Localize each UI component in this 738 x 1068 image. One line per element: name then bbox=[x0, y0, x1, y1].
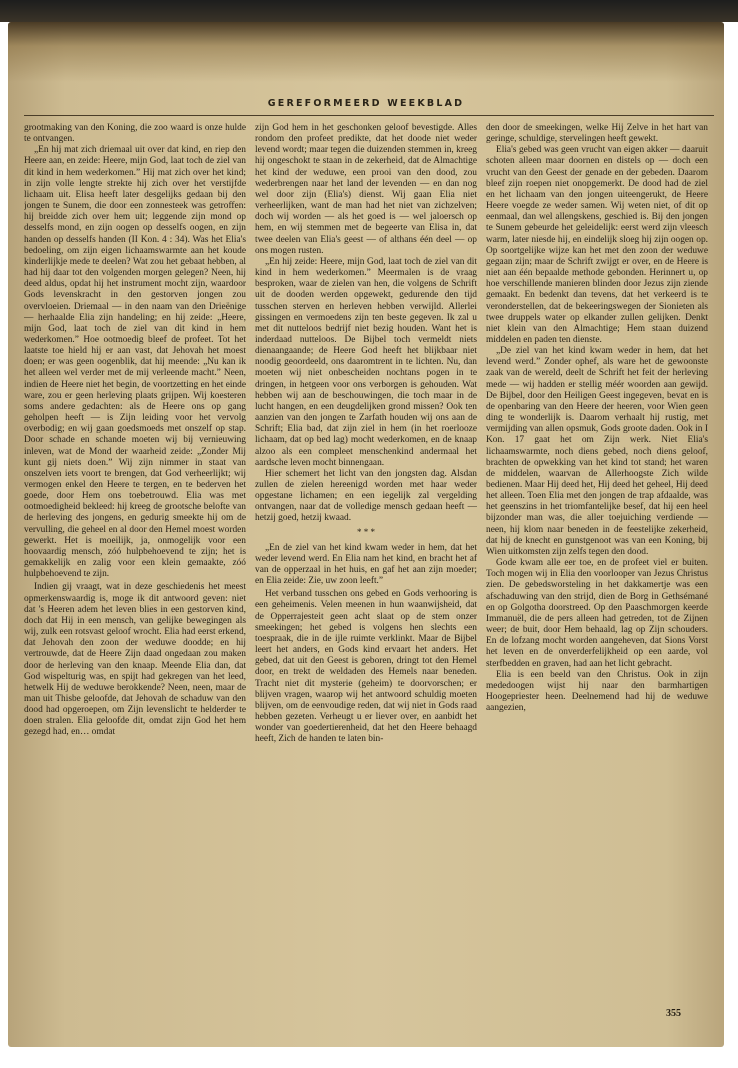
paragraph: Het verband tusschen ons gebed en Gods verhooring is een geheimenis. Velen meenen in hun waanwijsheid, dat de Opperrajesteit geen acht slaat op de stem onzer smeekingen; het gebed is volgens hen slechts een toespraak, die in de ijle ruimte verklinkt. Maar de Bijbel leert het anders, en Gods kind ervaart het anders. Het gebed, dat uit den Geest is geboren, dringt tot den Hemel door, en trekt de weldaden des Hemels naar beneden. Tracht niet dit mysterie (geheim) te doorvorschen; er blijven vragen, waarop wij het antwoord schuldig moeten blijven, om de eenvoudige reden, dat wij niet in Gods raad hebben gezeten. Verheugt u er liever over, en aanbidt het wonder van goedertierenheid, dat het den Heere behaagd heeft, Zich de handen te laten bin- bbox=[255, 589, 477, 745]
running-header: GEREFORMEERD WEEKBLAD bbox=[267, 98, 465, 109]
paragraph: grootmaking van den Koning, die zoo waard is onze hulde te ontvangen. bbox=[24, 123, 246, 145]
paragraph: Hier schemert het licht van den jongsten dag. Alsdan zullen de zielen hereenigd worden met haar weder opgestane lichamen; en een iegelijk zal vergelding ontvangen, naar dat de volledige mensch gedaan heeft — hetzij goed, hetzij kwaad. bbox=[255, 468, 477, 524]
section-separator: * * * bbox=[357, 526, 375, 537]
header-rule bbox=[24, 115, 714, 116]
paragraph: Indien gij vraagt, wat in deze geschiedenis het meest opmerkenswaardig is, moge ik dit antwoord geven: niet dat 's Heeren adem het leven blies in een gestorven kind, doch dat Hij in een mensch, van gelijke bewegingen als wij, zulk een rotsvast geloof wrocht. Elia had eerst erkend, dat Jehovah den zoon der weduwe doodde; en hij vertrouwde, dat de Heere Zijn daad ongedaan zou maken door de herleving van den knaap. Meende Elia dan, dat God wispelturig was, en spijt had gekregen van het leed, hetwelk Hij de weduwe berokkende? Neen, neen, maar de man uit Thisbe geloofde, dat Jehovah de schaduw van den dood had opgeroepen, om Zijn levenslicht te helderder te doen stralen. Elia geloofde dit, omdat zijn God het hem gezegd had, en… omdat bbox=[24, 582, 246, 738]
paragraph: „En hij zeide: Heere, mijn God, laat toch de ziel van dit kind in hem wederkomen.” Meermalen is de vraag besproken, waar de zielen van hen, die volgens de Schrift uit de dooden werden opgewekt, gedurende den tijd tusschen sterven en herleven hebben verwijld. Allerlei gissingen en vermoedens zijn ten beste gegeven. Ik zal u met dit nutteloos bedrijf niet bezig houden. Want het is inderdaad nutteloos. De Bijbel toch vermeldt niets dienaangaande; de Heere God heeft het blijkbaar niet noodig geoordeeld, ons daaromtrent in te lichten. Nu, dan moeten wij niet onbescheiden nochtans pogen in te dringen, in hetgeen voor ons verborgen is gehouden. Wat hebben wij aan de beschouwingen, die toch maar in de lucht hangen, en een deugdelijken grond missen? Ook ten aanzien van den jongen te Zarfath houden wij ons aan de Schrift; Elia bad, dat zijn ziel in hem (in het roerlooze lichaam, dat op bed lag) mocht wederkomen, en de knaap alzoo als een compleet menschenkind andermaal het aardsche leven mocht binnengaan. bbox=[255, 256, 477, 468]
paragraph: „En hij mat zich driemaal uit over dat kind, en riep den Heere aan, en zeide: Heere, mijn God, laat toch de ziel van dit kind in hem wederkomen.” Hij mat zich over het kind; in zijn volle lengte strekte hij zich over het verstijfde lichaam uit. Elisa heeft later desgelijks gedaan bij den jongen te Sunem, die door een zonnesteek was getroffen: hij breidde zich over hem uit; leggende zijn mond op desselfs mond, en zijn oogen op desselfs oogen, en zijn handen op desselfs handen (II Kon. 4 : 34). Was het Elia's bedoeling, om zijn eigen lichaamswarmte aan het koude kinderlijkje mede te deelen? Wat zou het gebaat hebben, al had hij daar tot den volgenden morgen gelegen? Neen, hij deed aldus, opdat hij het instrument mocht zijn, waardoor Gods levenskracht in den gestorven jongen zou overvloeien. Driemaal — in den naam van den Drieënige — herhaalde Elia zijn handeling; en hij zeide: „Heere, mijn God, laat toch de ziel van dit kind in hem wederkomen.” Hoe ootmoedig bleef de profeet. Tot het laatste toe hield hij er aan vast, dat Jehovah het moest doen; er was geen oogenblik, dat hij meende: „Nu kan ik het alleen wel verder met de mij verleende macht.” Neen, indien de Heere niet het begin, de voortzetting en het einde ware, zou er geen herleving plaats grijpen. Wij koesteren soms andere gedachten: als de Heere ons op gang geholpen heeft — is Zijn leiding voor het vervolg overbodig; en wij gaan goedsmoeds met onszelf op stap. Door schade en schande moeten wij bij vernieuwing inleven, wat de Mond der waarheid zeide: „Zonder Mij kunt gij niets doen.” Wij zijn nimmer in staat van onszelven iets voort te brengen, dat God verheerlijkt; wij vermogen enkel den Heere te tergen, en te bederven het goede, door Hem ons toebetrouwd. Elia was met ootmoedigheid bekleed: hij kreeg de grootsche belofte van de herleving des jongens, en gedurig smeekte hij om de vervulling, die geheel en al door den Hemel moest worden gewerkt. Het is moeilijk, ja, onmogelijk voor een hoovaardig mensch, zóó hulpbehoevend te zijn; het is gemakkelijk en zalig voor een klein gemaakte, zóó hulpbehoevend te zijn. bbox=[24, 145, 246, 580]
page-number: 355 bbox=[666, 1008, 681, 1019]
paragraph: „De ziel van het kind kwam weder in hem, dat het levend werd.” Zonder ophef, als ware het de gewoonste zaak van de wereld, deelt de Schrift het feit der herleving mede — wij hadden er stellig méér woorden aan gewijd. De Bijbel, door den Heiligen Geest ingegeven, bevat en is de openbaring van den Heere der heeren, voor Wien geen ding te wonderlijk is. Daarom verhaalt hij rustig, met vermijding van allen opsmuk, Gods groote daden. Ook in I Kon. 17 gaat het om Zijn werk. Niet Elia's lichaamswarmte, noch diens gebed, noch diens geloof, brachten de opwekking van het kind tot stand; het waren de middelen, waarvan de Allerhoogste Zich wilde bedienen. Maar Hij deed het, Hij deed het geheel, Hij deed het alleen. Toen Elia met den jongen de trap afdaalde, was het geenszins in het triomfantelijke besef, dat hij een heel bijzonder man was, die aller toejuiching verdiende — neen, hij klom naar beneden in de feestelijke zekerheid, dat hij de knecht en gunstgenoot was van een Koning, bij Wien uitkomsten zijn zelfs tegen den dood. bbox=[486, 346, 708, 557]
paragraph: Elia is een beeld van den Christus. Ook in zijn mededoogen wijst hij naar den barmhartigen Hoogepriester heen. Deelnemend had hij de weduwe aangezien, bbox=[486, 669, 708, 714]
column-1 bbox=[24, 123, 246, 1023]
paragraph: zijn God hem in het geschonken geloof bevestigde. Alles rondom den profeet predikte, dat het doode niet weder levend wordt; maar tegen die duizenden stemmen in, kreeg hij ongeschokt te staan in de zekerheid, dat de Almachtige het kind der weduwe, een prooi van den dood, zou wederbrengen naar het land der levenden — en dan nog wel door zijn (Elia's) dienst. Wij gaan Elia niet verheerlijken, want de man had het niet van zichzelven; doch wij worden — als het goed is — wel jaloersch op hem, en wij stemmen met de begeerte van Elisa in, dat twee deelen van Elia's geest — of althans één deel — op ons mogen rusten. bbox=[255, 123, 477, 256]
scanner-bottom-margin bbox=[0, 1047, 738, 1068]
paragraph: „En de ziel van het kind kwam weder in hem, dat het weder levend werd. En Elia nam het kind, en bracht het af van de opperzaal in het huis, en gaf het aan zijn moeder; en Elia zeide: Zie, uw zoon leeft.” bbox=[255, 542, 477, 587]
paragraph: Gode kwam alle eer toe, en de profeet viel er buiten. Toch mogen wij in Elia den voorlooper van Jezus Christus zien. De gebedsworsteling in het dakkamertje was een afschaduwing van den strijd, dien de Borg in Gethsémané en op Golgotha doorstreed. Op den Paaschmorgen keerde Immanuël, die de pers alleen had getreden, tot de Zijnen weer; de buit, door Hem behaald, lag op Zijn schouders. En de lofzang mocht worden aangeheven, dat Sions Vorst het leven en de onverderfelijkheid op een aarde, vol sterfbedden en graven, had aan het licht gebracht. bbox=[486, 558, 708, 669]
column-2 bbox=[255, 123, 477, 1023]
scanner-top-border bbox=[0, 0, 738, 22]
magazine-page bbox=[8, 22, 724, 1047]
paragraph: Elia's gebed was geen vrucht van eigen akker — daaruit schoten alleen maar doornen en distels op — doch een vrucht van den Geest der genade en der gebeden. Daarom bleef zijn roepen niet onopgemerkt. De dood had de ziel en het lichaam van den jongen uiteengerukt, de Heere Heere voegde ze weder samen. Wij weten niet, of dit op eenmaal, dan wel allengskens, geschied is. Bij den jongen te Sunem gebeurde het geleidelijk: eerst werd zijn vleesch warm, later niesde hij, en eindelijk sloeg hij zijn oogen op. Op soortgelijke wijze kan het met den zoon der weduwe gegaan zijn; maar de Schrift zwijgt er over, en de Heere is niet aan één bepaalde methode gebonden. Herinnert u, op hoe verschillende manieren blinden door Jezus zijn ziende gemaakt. En bedenkt dan tevens, dat het verkeerd is te veronderstellen, dat de bekeeringswegen der Sionieten als twee druppels water op elkander zullen gelijken. Denkt niet klein van den Almachtige; Hem staan duizend middelen en paden ten dienste. bbox=[486, 145, 708, 345]
column-3 bbox=[486, 123, 708, 1023]
paragraph: den door de smeekingen, welke Hij Zelve in het hart van geringe, schuldige, stervelingen heeft gewekt. bbox=[486, 123, 708, 145]
